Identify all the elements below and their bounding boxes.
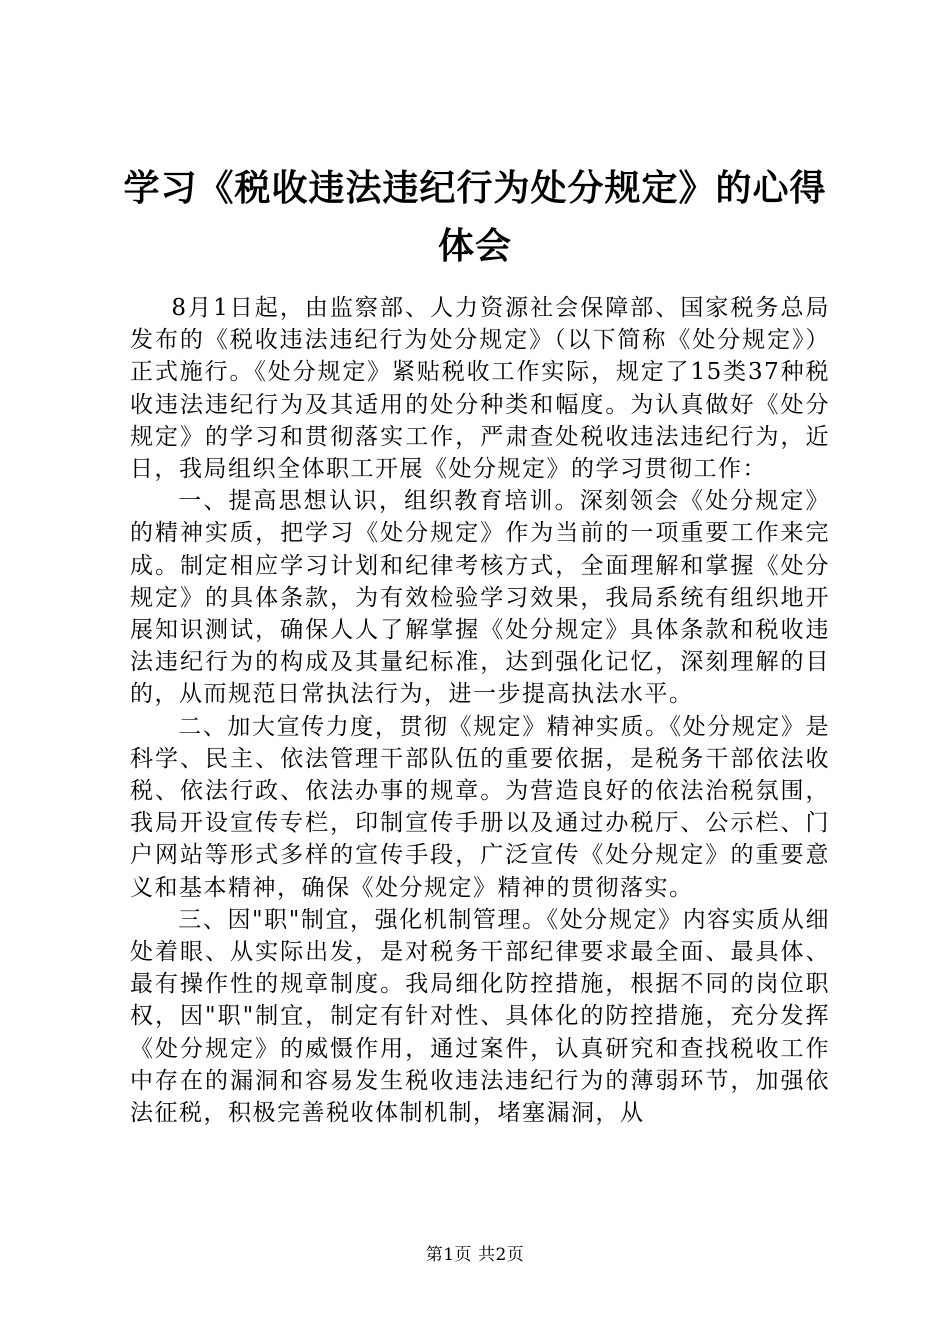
paragraph-section-1: 一、提高思想认识，组织教育培训。深刻领会《处分规定》的精神实质，把学习《处分规定》作为当前的一项重要工作来完成。制定相应学习计划和纪律考核方式，全面理解和掌握《处分规定》的具体条款，为有效检验学习效果，我局系统有组织地开展知识测试，确保人人了解掌握《处分规定》具体条款和税收违法违纪行为的构成及其量纪标准，达到强化记忆，深刻理解的目的，从而规范日常执法行为，进一步提高执法水平。 [130,488,830,708]
paragraph-section-3: 三、因"职"制宜，强化机制管理。《处分规定》内容实质从细处着眼、从实际出发，是对税务干部纪律要求最全面、最具体、最有操作性的规章制度。我局细化防控措施，根据不同的岗位职权，因"职"制宜，制定有针对性、具体化的防控措施，充分发挥《处分规定》的威慑作用，通过案件，认真研究和查找税收工作中存在的漏洞和容易发生税收违法违纪行为的薄弱环节，加强依法征税，积极完善税收体制机制，堵塞漏洞，从 [130,906,830,1127]
page-number-footer: 第1页 共2页 [425,1245,525,1265]
paragraph-section-2: 二、加大宣传力度，贯彻《规定》精神实质。《处分规定》是科学、民主、依法管理干部队伍的重要依据，是税务干部依法收税、依法行政、依法办事的规章。为营造良好的依法治税氛围，我局开设宣传专栏，印制宣传手册以及通过办税厅、公示栏、门户网站等形式多样的宣传手段，广泛宣传《处分规定》的重要意义和基本精神，确保《处分规定》精神的贯彻落实。 [130,713,830,901]
paragraph-intro: 8月1日起，由监察部、人力资源社会保障部、国家税务总局发布的《税收违法违纪行为处分规定》（以下简称《处分规定》）正式施行。《处分规定》紧贴税收工作实际，规定了15类37种税收违法违纪行为及其适用的处分种类和幅度。为认真做好《处分规定》的学习和贯彻落实工作，严肃查处税收违法违纪行为，近日，我局组织全体职工开展《处分规定》的学习贯彻工作： [130,295,830,483]
document-title: 学习《税收违法违纪行为处分规定》的心得体会 [123,168,827,267]
document-body [130,292,830,1129]
